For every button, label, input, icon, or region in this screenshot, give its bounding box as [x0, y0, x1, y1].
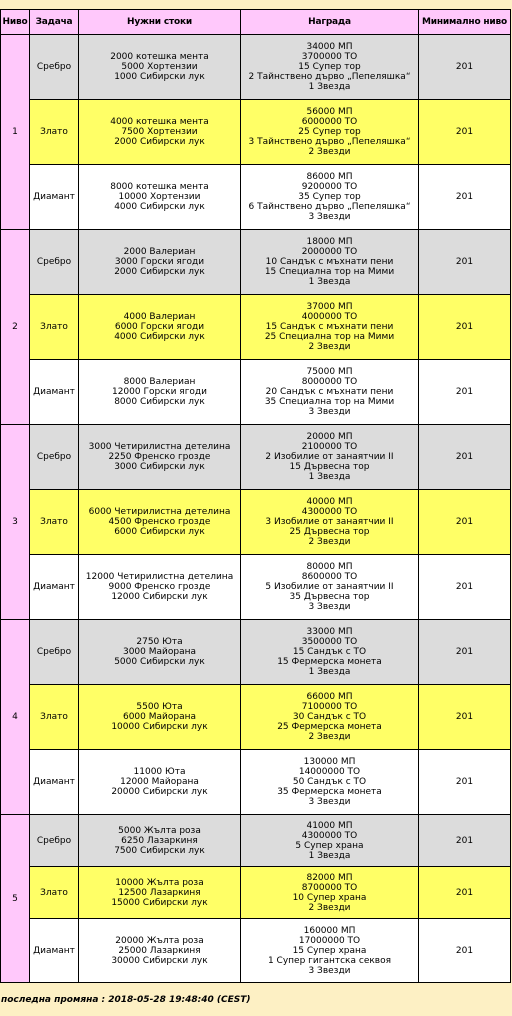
- goods-line: 11000 Юта: [133, 767, 186, 777]
- goods-line: 8000 котешка мента: [110, 182, 209, 192]
- goods-cell: [79, 35, 241, 100]
- min-level-cell: 201: [419, 230, 511, 295]
- goods-line: 6250 Лазаркиня: [121, 835, 198, 846]
- goods-line: 12000 Горски ягоди: [111, 387, 207, 397]
- table-row: [1, 555, 511, 620]
- goods-line: 12000 Майорана: [120, 777, 199, 787]
- goods-line: 5500 Юта: [136, 702, 183, 712]
- quest-table-wrapper: [0, 9, 511, 983]
- level-cell: 4: [1, 620, 30, 815]
- level-cell: 3: [1, 425, 30, 620]
- min-level-cell: 201: [419, 555, 511, 620]
- min-level-cell: 201: [419, 620, 511, 685]
- goods-cell: [79, 555, 241, 620]
- goods-line: 25000 Лазаркиня: [118, 945, 201, 956]
- goods-line: 10000 Жълта роза: [115, 877, 204, 888]
- reward-line: 3 Звезди: [308, 965, 351, 976]
- goods-line: 12000 Сибирски лук: [111, 592, 208, 602]
- goods-line: 30000 Сибирски лук: [111, 955, 208, 966]
- reward-line: 20000 МП: [306, 432, 353, 442]
- task-cell: Злато: [30, 685, 79, 750]
- task-cell: Сребро: [30, 620, 79, 685]
- last-modified: последна промяна : 2018-05-28 19:48:40 (CEST): [1, 995, 251, 1005]
- goods-line: 4000 котешка мента: [110, 117, 209, 127]
- reward-line: 3 Звезди: [308, 797, 351, 807]
- reward-line: 33000 МП: [306, 627, 353, 637]
- reward-cell: [241, 620, 419, 685]
- goods-line: 6000 Горски ягоди: [114, 322, 205, 332]
- table-row: [1, 360, 511, 425]
- reward-line: 15 Фермерска монета: [277, 657, 382, 667]
- reward-line: 2000000 ТО: [301, 247, 358, 257]
- task-cell: Сребро: [30, 815, 79, 867]
- reward-line: 41000 МП: [306, 820, 353, 831]
- min-level-cell: 201: [419, 919, 511, 983]
- header-reward: Награда: [241, 10, 419, 35]
- goods-line: 8000 Валериан: [123, 377, 196, 387]
- min-level-cell: 201: [419, 867, 511, 919]
- table-row: [1, 230, 511, 295]
- reward-line: 5 Изобилие от занаятчии II: [265, 582, 394, 592]
- reward-line: 3500000 ТО: [301, 637, 358, 647]
- reward-line: 40000 МП: [306, 497, 353, 507]
- goods-cell: [79, 295, 241, 360]
- goods-line: 4000 Сибирски лук: [114, 332, 205, 342]
- reward-line: 8700000 ТО: [301, 882, 358, 893]
- goods-line: 12000 Четирилистна детелина: [85, 572, 234, 582]
- reward-line: 25 Дървесна тор: [289, 527, 370, 537]
- reward-line: 20 Сандък с мъхнати пени: [265, 387, 394, 397]
- min-level-cell: 201: [419, 295, 511, 360]
- min-level-cell: 201: [419, 35, 511, 100]
- task-cell: Диамант: [30, 750, 79, 815]
- table-row: [1, 425, 511, 490]
- goods-cell: [79, 867, 241, 919]
- reward-line: 25 Специална тор на Мими: [264, 332, 395, 342]
- reward-line: 4300000 ТО: [301, 830, 358, 841]
- goods-line: 6000 Майорана: [122, 712, 197, 722]
- reward-line: 35 Фермерска монета: [277, 787, 382, 797]
- goods-cell: [79, 685, 241, 750]
- reward-line: 34000 МП: [306, 42, 353, 52]
- min-level-cell: 201: [419, 685, 511, 750]
- reward-cell: [241, 867, 419, 919]
- goods-line: 4000 Сибирски лук: [114, 202, 205, 212]
- reward-line: 35 Супер тор: [298, 192, 361, 202]
- reward-line: 2 Звезди: [308, 537, 351, 547]
- goods-cell: [79, 490, 241, 555]
- reward-cell: [241, 685, 419, 750]
- reward-cell: [241, 425, 419, 490]
- reward-line: 2100000 ТО: [301, 442, 358, 452]
- header-level: Ниво: [1, 10, 30, 35]
- task-cell: Сребро: [30, 35, 79, 100]
- min-level-cell: 201: [419, 165, 511, 230]
- goods-cell: [79, 620, 241, 685]
- header-task: Задача: [30, 10, 79, 35]
- reward-line: 15 Сандък с мъхнати пени: [265, 322, 394, 332]
- reward-cell: [241, 750, 419, 815]
- goods-line: 2000 Сибирски лук: [114, 137, 205, 147]
- reward-line: 15 Сандък с ТО: [292, 647, 367, 657]
- table-row: [1, 490, 511, 555]
- goods-cell: [79, 360, 241, 425]
- reward-line: 2 Изобилие от занаятчии II: [265, 452, 394, 462]
- reward-cell: [241, 165, 419, 230]
- reward-line: 15 Супер тор: [298, 62, 361, 72]
- reward-cell: [241, 555, 419, 620]
- goods-line: 2750 Юта: [136, 637, 183, 647]
- header-min-level: Минимално ниво: [419, 10, 511, 35]
- reward-cell: [241, 919, 419, 983]
- reward-line: 37000 МП: [306, 302, 353, 312]
- min-level-cell: 201: [419, 490, 511, 555]
- goods-line: 5000 Хортензии: [121, 62, 198, 72]
- goods-line: 10000 Хортензии: [118, 192, 201, 202]
- table-row: [1, 295, 511, 360]
- goods-line: 2000 Сибирски лук: [114, 267, 205, 277]
- reward-line: 18000 МП: [306, 237, 353, 247]
- level-cell: 5: [1, 815, 30, 983]
- min-level-cell: 201: [419, 360, 511, 425]
- task-cell: Злато: [30, 867, 79, 919]
- table-row: [1, 35, 511, 100]
- min-level-cell: 201: [419, 815, 511, 867]
- reward-line: 1 Супер гигантска секвоя: [267, 955, 392, 966]
- min-level-cell: 201: [419, 750, 511, 815]
- reward-line: 130000 МП: [303, 757, 356, 767]
- reward-cell: [241, 815, 419, 867]
- header-row: [1, 10, 511, 35]
- goods-cell: [79, 230, 241, 295]
- table-row: [1, 750, 511, 815]
- task-cell: Злато: [30, 295, 79, 360]
- goods-line: 9000 Френско грозде: [108, 582, 211, 592]
- reward-line: 3 Звезди: [308, 212, 351, 222]
- reward-line: 66000 МП: [306, 692, 353, 702]
- goods-cell: [79, 100, 241, 165]
- reward-line: 1 Звезда: [308, 277, 351, 287]
- reward-cell: [241, 490, 419, 555]
- reward-line: 8600000 ТО: [301, 572, 358, 582]
- goods-cell: [79, 919, 241, 983]
- quest-table-body: [1, 35, 511, 983]
- reward-line: 56000 МП: [306, 107, 353, 117]
- task-cell: Сребро: [30, 230, 79, 295]
- reward-line: 82000 МП: [306, 872, 353, 883]
- reward-line: 1 Звезда: [308, 667, 351, 677]
- reward-line: 2 Тайнствено дърво „Пепеляшка“: [248, 72, 411, 82]
- table-row: [1, 100, 511, 165]
- reward-line: 14000000 ТО: [298, 767, 361, 777]
- goods-line: 8000 Сибирски лук: [114, 397, 205, 407]
- table-row: [1, 620, 511, 685]
- reward-cell: [241, 100, 419, 165]
- task-cell: Диамант: [30, 165, 79, 230]
- reward-cell: [241, 295, 419, 360]
- reward-line: 15 Дървесна тор: [289, 462, 370, 472]
- goods-line: 4000 Валериан: [123, 312, 196, 322]
- task-cell: Злато: [30, 100, 79, 165]
- goods-line: 2000 котешка мента: [110, 52, 209, 62]
- goods-line: 6000 Четирилистна детелина: [88, 507, 231, 517]
- reward-line: 160000 МП: [303, 925, 356, 936]
- reward-line: 2 Звезди: [308, 147, 351, 157]
- reward-line: 1 Звезда: [308, 82, 351, 92]
- reward-line: 8000000 ТО: [301, 377, 358, 387]
- goods-line: 20000 Жълта роза: [115, 935, 204, 946]
- goods-line: 15000 Сибирски лук: [111, 897, 208, 908]
- goods-cell: [79, 425, 241, 490]
- reward-line: 4300000 ТО: [301, 507, 358, 517]
- reward-line: 2 Звезди: [308, 732, 351, 742]
- min-level-cell: 201: [419, 425, 511, 490]
- table-row: [1, 815, 511, 867]
- table-row: [1, 919, 511, 983]
- reward-cell: [241, 360, 419, 425]
- goods-line: 1000 Сибирски лук: [114, 72, 205, 82]
- header-goods: Нужни стоки: [79, 10, 241, 35]
- reward-line: 3 Изобилие от занаятчии II: [265, 517, 394, 527]
- reward-line: 30 Сандък с ТО: [292, 712, 367, 722]
- reward-line: 1 Звезда: [308, 472, 351, 482]
- reward-line: 4000000 ТО: [301, 312, 358, 322]
- goods-cell: [79, 815, 241, 867]
- task-cell: Сребро: [30, 425, 79, 490]
- goods-line: 3000 Горски ягоди: [114, 257, 205, 267]
- goods-line: 5000 Жълта роза: [118, 825, 201, 836]
- goods-line: 7500 Сибирски лук: [114, 845, 205, 856]
- goods-cell: [79, 750, 241, 815]
- reward-line: 10 Сандък с мъхнати пени: [265, 257, 394, 267]
- reward-line: 50 Сандък с ТО: [292, 777, 367, 787]
- reward-line: 6 Тайнствено дърво „Пепеляшка“: [248, 202, 411, 212]
- goods-line: 2250 Френско грозде: [108, 452, 211, 462]
- table-row: [1, 867, 511, 919]
- reward-line: 3 Тайнствено дърво „Пепеляшка“: [248, 137, 411, 147]
- reward-line: 75000 МП: [306, 367, 353, 377]
- task-cell: Диамант: [30, 919, 79, 983]
- reward-line: 3 Звезди: [308, 407, 351, 417]
- min-level-cell: 201: [419, 100, 511, 165]
- reward-line: 17000000 ТО: [298, 935, 361, 946]
- reward-cell: [241, 35, 419, 100]
- reward-line: 7100000 ТО: [301, 702, 358, 712]
- task-cell: Злато: [30, 490, 79, 555]
- reward-line: 15 Специална тор на Мими: [264, 267, 395, 277]
- goods-line: 4500 Френско грозде: [108, 517, 211, 527]
- reward-line: 86000 МП: [306, 172, 353, 182]
- goods-cell: [79, 165, 241, 230]
- reward-line: 1 Звезда: [308, 850, 351, 861]
- reward-line: 15 Супер храна: [292, 945, 367, 956]
- reward-line: 25 Супер тор: [298, 127, 361, 137]
- reward-cell: [241, 230, 419, 295]
- task-cell: Диамант: [30, 360, 79, 425]
- goods-line: 7500 Хортензии: [121, 127, 198, 137]
- reward-line: 2 Звезди: [308, 342, 351, 352]
- reward-line: 9200000 ТО: [301, 182, 358, 192]
- goods-line: 3000 Майорана: [122, 647, 197, 657]
- reward-line: 10 Супер храна: [292, 892, 367, 903]
- reward-line: 3 Звезди: [308, 602, 351, 612]
- quest-table: [0, 9, 511, 983]
- reward-line: 35 Дървесна тор: [289, 592, 370, 602]
- goods-line: 12500 Лазаркиня: [118, 887, 201, 898]
- reward-line: 3700000 ТО: [301, 52, 358, 62]
- reward-line: 5 Супер храна: [295, 840, 364, 851]
- level-cell: 2: [1, 230, 30, 425]
- goods-line: 6000 Сибирски лук: [114, 527, 205, 537]
- goods-line: 3000 Сибирски лук: [114, 462, 205, 472]
- goods-line: 3000 Четирилистна детелина: [88, 442, 231, 452]
- reward-line: 2 Звезди: [308, 902, 351, 913]
- goods-line: 10000 Сибирски лук: [111, 722, 208, 732]
- goods-line: 2000 Валериан: [123, 247, 196, 257]
- reward-line: 25 Фермерска монета: [277, 722, 382, 732]
- goods-line: 5000 Сибирски лук: [114, 657, 205, 667]
- level-cell: 1: [1, 35, 30, 230]
- reward-line: 6000000 ТО: [301, 117, 358, 127]
- goods-line: 20000 Сибирски лук: [111, 787, 208, 797]
- table-row: [1, 685, 511, 750]
- task-cell: Диамант: [30, 555, 79, 620]
- reward-line: 80000 МП: [306, 562, 353, 572]
- reward-line: 35 Специална тор на Мими: [264, 397, 395, 407]
- table-row: [1, 165, 511, 230]
